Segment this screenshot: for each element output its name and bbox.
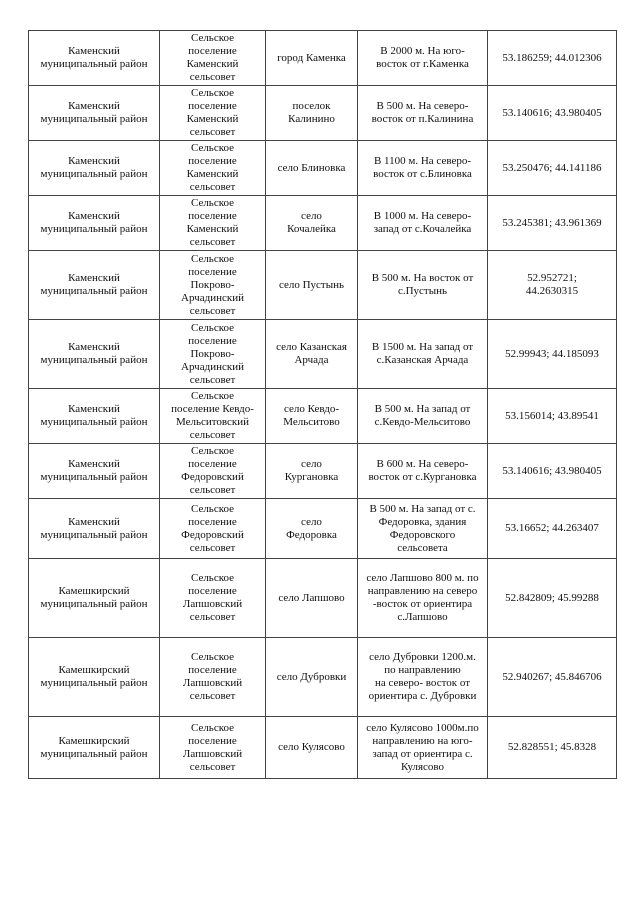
locality-cell (266, 251, 358, 320)
settlement-cell-text: Сельское поселение Федоровский сельсовет (181, 502, 244, 554)
coordinates-cell-text: 53.156014; 43.89541 (505, 409, 599, 422)
settlement-cell (160, 31, 266, 86)
locality-cell (266, 638, 358, 717)
settlement-cell (160, 559, 266, 638)
coordinates-cell (488, 717, 617, 779)
coordinates-cell (488, 499, 617, 559)
district-cell-text: Каменский муниципальный район (40, 515, 148, 541)
table-row (29, 86, 617, 141)
sites-table (28, 30, 617, 779)
location-cell (358, 717, 488, 779)
locality-cell-text: село Федоровка (286, 515, 337, 541)
location-cell (358, 389, 488, 444)
settlement-cell-text: Сельское поселение Покрово- Арчадинский сельсовет (181, 321, 244, 386)
district-cell (29, 196, 160, 251)
table-row (29, 251, 617, 320)
coordinates-cell (488, 444, 617, 499)
locality-cell (266, 196, 358, 251)
location-cell-text: село Кулясово 1000м.по направлению на юго- запад от ориентира с. Кулясово (366, 721, 479, 773)
settlement-cell-text: Сельское поселение Лапшовский сельсовет (182, 572, 243, 623)
locality-cell-text: село Пустынь (278, 278, 345, 291)
district-cell (29, 717, 160, 779)
table-row (29, 559, 617, 638)
district-cell (29, 320, 160, 389)
district-cell-text: Камешкирский муниципальный район (40, 585, 148, 610)
settlement-cell (160, 389, 266, 444)
locality-cell-text: село Кочалейка (287, 210, 336, 235)
location-cell (358, 444, 488, 499)
settlement-cell (160, 717, 266, 779)
location-cell (358, 499, 488, 559)
settlement-cell-text: Сельское поселение Лапшовский сельсовет (182, 721, 243, 773)
settlement-cell-text: Сельское поселение Каменский сельсовет (186, 142, 239, 193)
settlement-cell-text: Сельское поселение Каменский сельсовет (186, 197, 239, 248)
settlement-cell-text: Сельское поселение Лапшовский сельсовет (182, 651, 243, 702)
locality-cell-text: село Блиновка (277, 161, 346, 174)
coordinates-cell-text: 52.940267; 45.846706 (502, 670, 602, 683)
district-cell (29, 141, 160, 196)
locality-cell (266, 499, 358, 559)
coordinates-cell-text: 53.16652; 44.263407 (505, 522, 599, 534)
coordinates-cell-text: 53.140616; 43.980405 (502, 106, 602, 119)
settlement-cell (160, 251, 266, 320)
coordinates-cell (488, 196, 617, 251)
location-cell-text: В 600 м. На северо- восток от с.Кургановка (368, 458, 477, 483)
locality-cell-text: село Казанская Арчада (276, 341, 347, 366)
district-cell (29, 559, 160, 638)
district-cell-text: Каменский муниципальный район (40, 155, 148, 180)
district-cell-text: Каменский муниципальный район (40, 458, 148, 483)
location-cell-text: В 500 м. На восток от с.Пустынь (371, 272, 474, 297)
table-row (29, 141, 617, 196)
table-row (29, 717, 617, 779)
location-cell (358, 196, 488, 251)
settlement-cell (160, 499, 266, 559)
location-cell (358, 638, 488, 717)
settlement-cell-text: Сельское поселение Покрово- Арчадинский сельсовет (181, 252, 244, 317)
coordinates-cell-text: 53.250476; 44.141186 (502, 161, 602, 174)
settlement-cell (160, 141, 266, 196)
location-cell-text: село Дубровки 1200.м. по направлению на северо- восток от ориентира с. Дубровки (368, 651, 477, 702)
location-cell (358, 86, 488, 141)
district-cell-text: Камешкирский муниципальный район (40, 664, 148, 689)
coordinates-cell-text: 53.140616; 43.980405 (502, 464, 602, 477)
coordinates-cell (488, 389, 617, 444)
location-cell (358, 320, 488, 389)
settlement-cell-text: Сельское поселение Каменский сельсовет (186, 32, 239, 83)
locality-cell (266, 31, 358, 86)
settlement-cell (160, 86, 266, 141)
locality-cell-text: село Кевдо- Мельситово (283, 403, 340, 428)
table-row (29, 389, 617, 444)
coordinates-cell (488, 559, 617, 638)
table-row (29, 499, 617, 559)
locality-cell-text: село Кулясово (278, 741, 345, 753)
district-cell (29, 86, 160, 141)
district-cell-text: Каменский муниципальный район (40, 45, 148, 70)
locality-cell-text: село Лапшово (278, 591, 345, 604)
district-cell-text: Каменский муниципальный район (40, 210, 148, 235)
coordinates-cell (488, 86, 617, 141)
location-cell (358, 559, 488, 638)
settlement-cell (160, 444, 266, 499)
locality-cell (266, 86, 358, 141)
location-cell-text: В 500 м. На северо- восток от п.Калинина (371, 100, 474, 125)
location-cell-text: В 1000 м. На северо- запад от с.Кочалейка (373, 210, 472, 235)
coordinates-cell-text: 52.99943; 44.185093 (505, 347, 599, 360)
location-cell-text: В 1500 м. На запад от с.Казанская Арчада (371, 341, 474, 366)
coordinates-cell (488, 141, 617, 196)
district-cell (29, 444, 160, 499)
district-cell-text: Каменский муниципальный район (40, 100, 148, 125)
district-cell (29, 251, 160, 320)
locality-cell-text: село Дубровки (276, 670, 347, 683)
coordinates-cell-text: 53.245381; 43.961369 (502, 216, 602, 229)
coordinates-cell-text: 52.842809; 45.99288 (505, 591, 599, 604)
locality-cell-text: поселок Калинино (288, 100, 335, 125)
locality-cell (266, 559, 358, 638)
locality-cell-text: город Каменка (277, 51, 346, 64)
settlement-cell-text: Сельское поселение Каменский сельсовет (186, 87, 239, 138)
table-row (29, 320, 617, 389)
district-cell-text: Каменский муниципальный район (40, 403, 148, 428)
coordinates-cell-text: 52.952721; 44.2630315 (525, 272, 579, 297)
district-cell-text: Камешкирский муниципальный район (40, 734, 148, 760)
district-cell-text: Каменский муниципальный район (40, 341, 148, 366)
coordinates-cell (488, 31, 617, 86)
locality-cell (266, 717, 358, 779)
coordinates-cell-text: 52.828551; 45.8328 (507, 741, 597, 753)
location-cell (358, 31, 488, 86)
coordinates-cell (488, 638, 617, 717)
coordinates-cell-text: 53.186259; 44.012306 (502, 51, 602, 64)
table-row (29, 31, 617, 86)
locality-cell (266, 389, 358, 444)
locality-cell (266, 444, 358, 499)
table-row (29, 638, 617, 717)
location-cell-text: В 2000 м. На юго- восток от г.Каменка (376, 45, 469, 70)
settlement-cell (160, 320, 266, 389)
location-cell-text: село Лапшово 800 м. по направлению на северо -восток от ориентира с.Лапшово (366, 572, 479, 623)
settlement-cell-text: Сельское поселение Кевдо- Мельситовский сельсовет (171, 390, 254, 441)
table-row (29, 444, 617, 499)
locality-cell-text: село Кургановка (284, 458, 339, 483)
location-cell (358, 141, 488, 196)
district-cell (29, 31, 160, 86)
coordinates-cell (488, 320, 617, 389)
table-body (29, 31, 617, 779)
settlement-cell (160, 638, 266, 717)
coordinates-cell (488, 251, 617, 320)
locality-cell (266, 141, 358, 196)
locality-cell (266, 320, 358, 389)
district-cell (29, 389, 160, 444)
location-cell-text: В 500 м. На запад от с.Кевдо-Мельситово (374, 403, 471, 428)
district-cell (29, 638, 160, 717)
settlement-cell (160, 196, 266, 251)
location-cell-text: В 1100 м. На северо- восток от с.Блиновка (373, 155, 472, 180)
settlement-cell-text: Сельское поселение Федоровский сельсовет (181, 445, 244, 496)
district-cell (29, 499, 160, 559)
location-cell-text: В 500 м. На запад от с. Федоровка, здания Федоровского сельсовета (369, 502, 476, 554)
table-row (29, 196, 617, 251)
district-cell-text: Каменский муниципальный район (40, 272, 148, 297)
location-cell (358, 251, 488, 320)
